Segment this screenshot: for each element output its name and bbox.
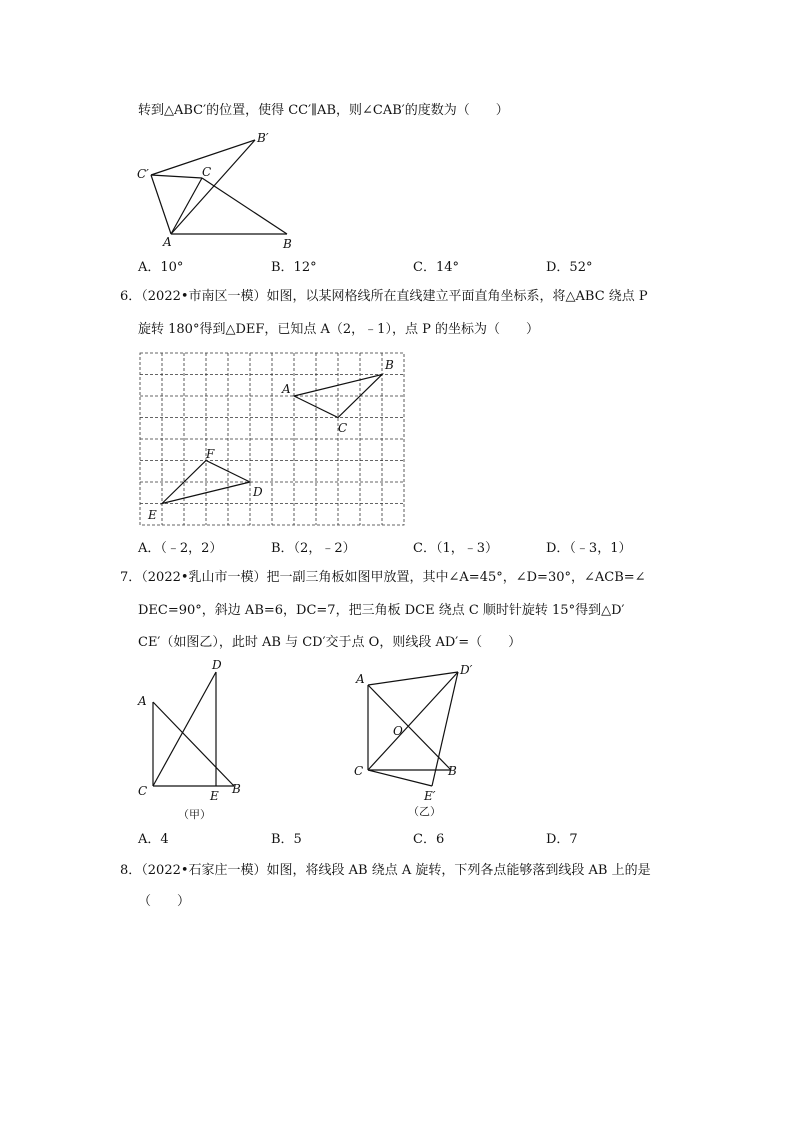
label-bp: B′	[257, 131, 269, 145]
caption-jia: （甲）	[178, 808, 211, 821]
q6-option-c[interactable]: C．（1，﹣3）	[413, 541, 498, 556]
q5-option-c[interactable]: C．14°	[413, 260, 459, 275]
label-a: A	[282, 382, 291, 396]
label-c: C	[138, 784, 148, 798]
q7-stem-line3: CE′（如图乙），此时 AB 与 CD′交于点 O，则线段 AD′=（ ）	[138, 635, 522, 650]
seg-c-dp	[368, 672, 458, 770]
label-d: D	[212, 658, 222, 672]
q5-stem: 转到△ABC′的位置，使得 CC′∥AB，则∠CAB′的度数为（ ）	[138, 103, 509, 118]
q7-figure-yi	[350, 660, 480, 825]
q7-stem-line1: 7．（2022•乳山市一模）把一副三角板如图甲放置，其中∠A=45°，∠D=30°，∠ACB=∠	[120, 570, 646, 585]
seg-cp-a	[151, 175, 171, 234]
seg-a-c	[171, 178, 202, 234]
label-e: E	[148, 508, 157, 522]
seg-a-b	[153, 702, 234, 786]
label-ep: E′	[424, 789, 436, 803]
label-c: C	[338, 421, 348, 435]
label-e: E	[210, 789, 219, 803]
label-b: B	[385, 358, 394, 372]
q5-option-a[interactable]: A．10°	[138, 260, 184, 275]
label-a: A	[138, 694, 147, 708]
q6-option-d[interactable]: D．（﹣3，1）	[546, 541, 632, 556]
q5-option-b[interactable]: B．12°	[271, 260, 317, 275]
q7-option-c[interactable]: C．6	[413, 832, 445, 847]
q7-option-a[interactable]: A．4	[138, 832, 169, 847]
q6-stem-line2: 旋转 180°得到△DEF，已知点 A（2，﹣1），点 P 的坐标为（ ）	[138, 322, 539, 337]
label-b: B	[448, 764, 457, 778]
label-b: B	[283, 237, 292, 251]
label-d: D	[253, 485, 263, 499]
q7-option-b[interactable]: B．5	[271, 832, 302, 847]
caption-yi: （乙）	[408, 805, 441, 818]
q6-stem-line1: 6．（2022•市南区一模）如图，以某网格线所在直线建立平面直角坐标系，将△ABC 绕点 P	[120, 289, 648, 304]
label-dp: D′	[460, 663, 473, 677]
label-c: C	[354, 764, 364, 778]
q8-stem-line2: （ ）	[138, 894, 191, 909]
q7-figure-jia	[135, 655, 255, 830]
seg-a-dp	[368, 672, 458, 685]
q6-option-b[interactable]: B．（2，﹣2）	[271, 541, 356, 556]
seg-c-d	[153, 672, 216, 786]
label-cp: C′	[137, 167, 149, 181]
label-b: B	[232, 782, 241, 796]
q5-option-d[interactable]: D．52°	[546, 260, 593, 275]
q7-stem-line2: DEC=90°，斜边 AB=6，DC=7，把三角板 DCE 绕点 C 顺时针旋转 15°得到△D′	[138, 603, 625, 618]
seg-c-b	[202, 178, 287, 234]
q6-option-a[interactable]: A．（﹣2，2）	[138, 541, 223, 556]
q8-stem-line1: 8．（2022•石家庄一模）如图，将线段 AB 绕点 A 旋转，下列各点能够落到线段 AB 上的是	[120, 863, 651, 878]
q7-option-d[interactable]: D．7	[546, 832, 578, 847]
label-o: O	[393, 724, 403, 738]
q6-grid-figure	[140, 353, 404, 529]
q5-figure	[135, 130, 305, 250]
seg-c-ep	[368, 770, 432, 786]
label-f: F	[206, 447, 215, 461]
label-c: C	[202, 165, 212, 179]
seg-cp-c	[151, 175, 202, 178]
label-a: A	[163, 235, 172, 249]
label-a: A	[356, 672, 365, 686]
